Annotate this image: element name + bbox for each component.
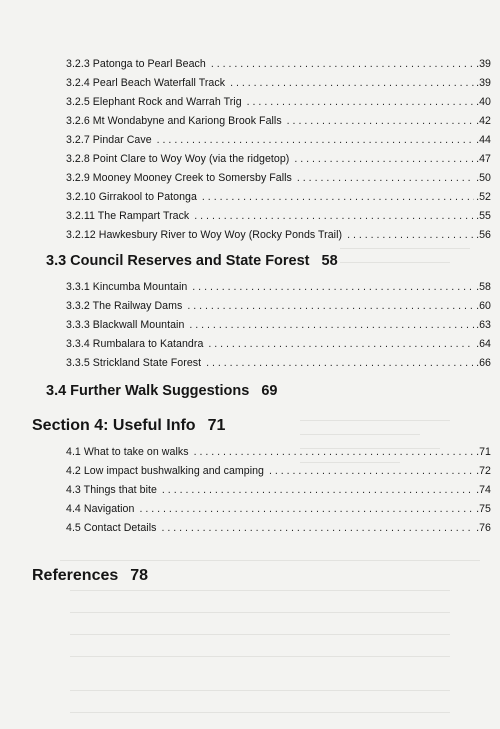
toc-entry[interactable] bbox=[66, 465, 491, 478]
toc-entry-page: .72 bbox=[476, 465, 491, 477]
toc-entry-page: .39 bbox=[476, 77, 491, 89]
leader-dots bbox=[211, 58, 474, 71]
toc-entry[interactable] bbox=[66, 522, 491, 535]
toc-entry-label: 3.2.6 Mt Wondabyne and Kariong Brook Falls bbox=[66, 115, 282, 127]
toc-entry[interactable] bbox=[66, 115, 491, 128]
toc-entry-page: .50 bbox=[476, 172, 491, 184]
toc-entry[interactable] bbox=[66, 357, 491, 370]
leader-dots bbox=[294, 153, 474, 166]
section-title: 3.3 Council Reserves and State Forest bbox=[46, 253, 310, 269]
toc-entry[interactable] bbox=[66, 503, 491, 516]
toc-entry-page: .40 bbox=[476, 96, 491, 108]
toc-entry[interactable] bbox=[66, 281, 491, 294]
toc-entry-label: 3.2.9 Mooney Mooney Creek to Somersby Falls bbox=[66, 172, 292, 184]
toc-entry-page: .63 bbox=[476, 319, 491, 331]
toc-entry-label: 4.3 Things that bite bbox=[66, 484, 157, 496]
section-title: Section 4: Useful Info bbox=[32, 417, 196, 434]
toc-entry-page: .74 bbox=[476, 484, 491, 496]
toc-entry[interactable] bbox=[66, 58, 491, 71]
toc-entry[interactable] bbox=[66, 338, 491, 351]
leader-dots bbox=[347, 229, 474, 242]
toc-entry-page: .58 bbox=[476, 281, 491, 293]
section-page: 69 bbox=[261, 383, 278, 399]
toc-entry[interactable] bbox=[66, 229, 491, 242]
leader-dots bbox=[202, 191, 474, 204]
toc-entry-label: 3.2.5 Elephant Rock and Warrah Trig bbox=[66, 96, 242, 108]
leader-dots bbox=[192, 281, 474, 294]
toc-entry-label: 3.2.10 Girrakool to Patonga bbox=[66, 191, 197, 203]
toc-entry-label: 3.2.8 Point Clare to Woy Woy (via the ridgetop) bbox=[66, 153, 290, 165]
toc-entry-label: 3.3.3 Blackwall Mountain bbox=[66, 319, 185, 331]
toc-entry-label: 3.3.5 Strickland State Forest bbox=[66, 357, 202, 369]
leader-dots bbox=[162, 484, 474, 497]
toc-entry[interactable] bbox=[66, 319, 491, 332]
references-heading[interactable] bbox=[32, 566, 148, 586]
toc-entry-page: .39 bbox=[476, 58, 491, 70]
toc-entry-label: 3.3.2 The Railway Dams bbox=[66, 300, 183, 312]
leader-dots bbox=[187, 300, 474, 313]
leader-dots bbox=[189, 319, 474, 332]
toc-entry-label: 4.2 Low impact bushwalking and camping bbox=[66, 465, 264, 477]
leader-dots bbox=[139, 503, 474, 516]
toc-entry[interactable] bbox=[66, 191, 491, 204]
toc-entry-label: 3.2.12 Hawkesbury River to Woy Woy (Rocky Ponds Trail) bbox=[66, 229, 343, 241]
toc-entry-page: .44 bbox=[476, 134, 491, 146]
toc-entry[interactable] bbox=[66, 96, 491, 109]
section-page: 58 bbox=[321, 253, 338, 269]
toc-entry-page: .56 bbox=[476, 229, 491, 241]
toc-entry-page: .76 bbox=[476, 522, 491, 534]
leader-dots bbox=[247, 96, 474, 109]
toc-entry[interactable] bbox=[66, 172, 491, 185]
section-page: 71 bbox=[207, 417, 226, 434]
section-page: 78 bbox=[130, 567, 149, 584]
toc-entry-page: .64 bbox=[476, 338, 491, 350]
toc-entry-page: .66 bbox=[476, 357, 491, 369]
toc-entry-page: .60 bbox=[476, 300, 491, 312]
toc-entry-page: .75 bbox=[476, 503, 491, 515]
toc-entry-label: 4.5 Contact Details bbox=[66, 522, 157, 534]
section-title: References bbox=[32, 567, 119, 584]
section-title: 3.4 Further Walk Suggestions bbox=[46, 383, 250, 399]
toc-entry[interactable] bbox=[66, 153, 491, 166]
toc-entry[interactable] bbox=[66, 134, 491, 147]
toc-entry-page: .47 bbox=[476, 153, 491, 165]
toc-entry[interactable] bbox=[66, 446, 491, 459]
leader-dots bbox=[161, 522, 474, 535]
toc-entry-label: 3.2.3 Patonga to Pearl Beach bbox=[66, 58, 206, 70]
leader-dots bbox=[230, 77, 474, 90]
toc-entry-label: 3.3.1 Kincumba Mountain bbox=[66, 281, 188, 293]
leader-dots bbox=[194, 446, 475, 459]
toc-entry-label: 3.2.4 Pearl Beach Waterfall Track bbox=[66, 77, 226, 89]
section-3-4-heading[interactable] bbox=[46, 382, 277, 400]
toc-entry-page: .42 bbox=[476, 115, 491, 127]
section-3-3-heading[interactable] bbox=[46, 252, 338, 270]
toc-entry-page: .71 bbox=[476, 446, 491, 458]
toc-entry-page: .52 bbox=[476, 191, 491, 203]
leader-dots bbox=[269, 465, 474, 478]
toc-entry-page: .55 bbox=[476, 210, 491, 222]
toc-entry[interactable] bbox=[66, 77, 491, 90]
toc-entry-label: 3.2.7 Pindar Cave bbox=[66, 134, 152, 146]
leader-dots bbox=[194, 210, 474, 223]
toc-entry[interactable] bbox=[66, 300, 491, 313]
toc-entry[interactable] bbox=[66, 484, 491, 497]
leader-dots bbox=[157, 134, 474, 147]
toc-entry[interactable] bbox=[66, 210, 491, 223]
toc-entry-label: 3.2.11 The Rampart Track bbox=[66, 210, 190, 222]
toc-entry-label: 3.3.4 Rumbalara to Katandra bbox=[66, 338, 204, 350]
leader-dots bbox=[208, 338, 474, 351]
toc-entry-label: 4.4 Navigation bbox=[66, 503, 135, 515]
leader-dots bbox=[206, 357, 474, 370]
leader-dots bbox=[287, 115, 474, 128]
section-4-heading[interactable] bbox=[32, 416, 225, 436]
toc-entry-label: 4.1 What to take on walks bbox=[66, 446, 189, 458]
leader-dots bbox=[297, 172, 474, 185]
